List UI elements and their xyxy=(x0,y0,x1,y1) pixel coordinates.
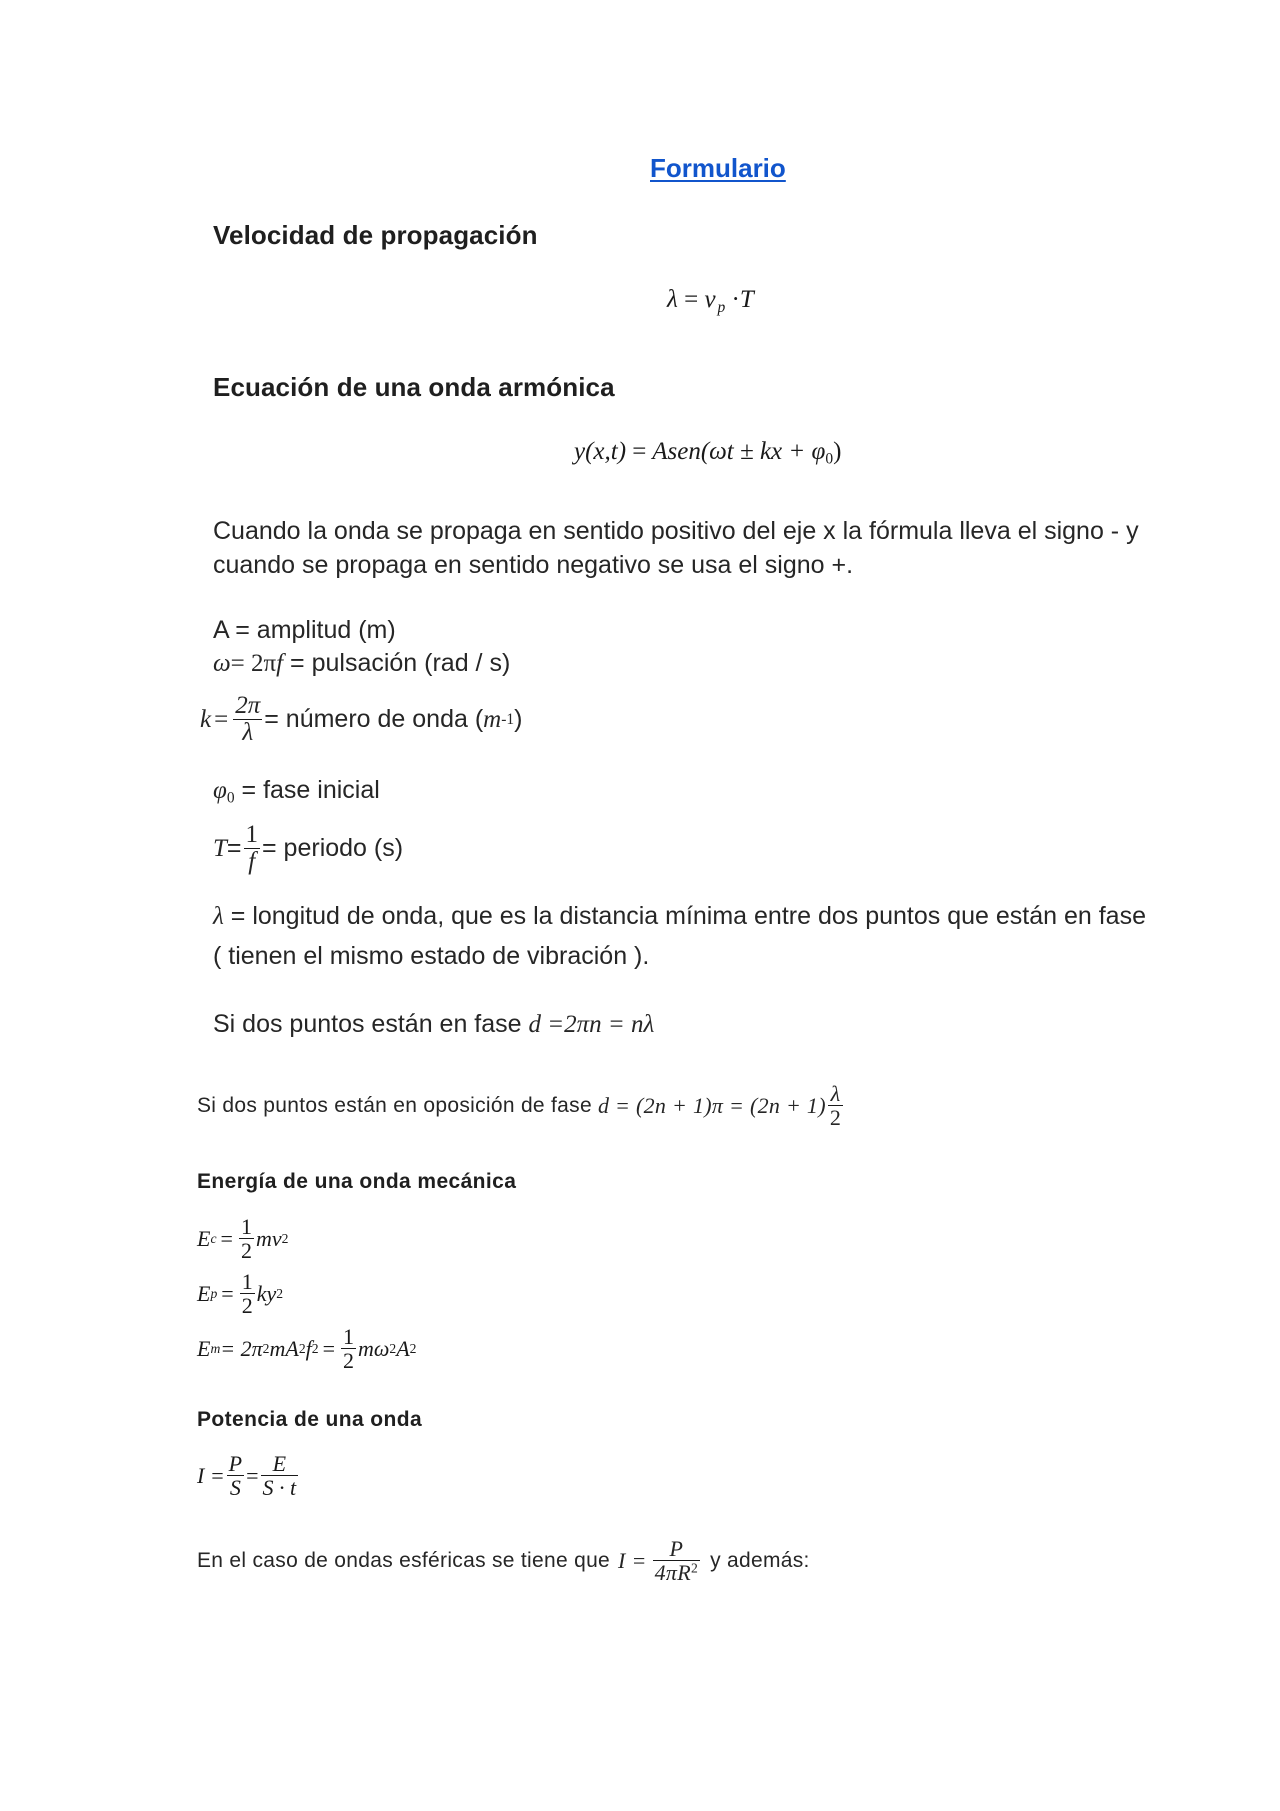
definition-text: = periodo (s) xyxy=(262,834,404,863)
formula-term: = xyxy=(220,1225,233,1251)
formula-term: mω xyxy=(357,1335,390,1361)
paragraph-line: cuando se propaga en sentido negativo se usa el signo +. xyxy=(213,551,854,579)
definition-lambda-cont: ( tienen el mismo estado de vibración ). xyxy=(213,942,650,970)
statement-text: Si dos puntos están en oposición de fase xyxy=(197,1093,592,1117)
fraction xyxy=(653,1537,701,1584)
formula-term: = xyxy=(246,1462,259,1488)
formula-superscript: 2 xyxy=(281,1230,289,1246)
formula-term: ω xyxy=(213,650,231,677)
fraction-denominator: 2 xyxy=(240,1238,252,1264)
formula-term: = xyxy=(322,1335,335,1361)
formula-term: mv xyxy=(255,1225,282,1251)
section-heading-energia: Energía de una onda mecánica xyxy=(197,1170,517,1193)
definition-text: ) xyxy=(514,705,523,734)
formula-mechanical-energy xyxy=(197,1325,416,1372)
definition-text: = número de onda ( xyxy=(264,705,484,734)
formula-superscript: 2 xyxy=(262,1340,270,1356)
formula-term: I = xyxy=(618,1547,647,1573)
formula-term: d = (2n + 1)π = (2n + 1) xyxy=(597,1092,826,1118)
formula-term: λ xyxy=(667,286,678,313)
formula-term: m xyxy=(483,705,502,733)
fraction-numerator: 1 xyxy=(240,1214,252,1239)
formula-superscript: 2 xyxy=(276,1285,284,1301)
formula-term: A xyxy=(396,1335,410,1361)
fraction xyxy=(227,1452,244,1499)
formula-superscript: 2 xyxy=(311,1340,319,1356)
fraction-denominator xyxy=(653,1561,701,1584)
definition-lambda xyxy=(213,902,1146,931)
formula-term: T xyxy=(739,286,754,313)
formula-subscript: m xyxy=(210,1340,221,1356)
formula-superscript: 2 xyxy=(409,1340,417,1356)
fraction-numerator: 1 xyxy=(241,1269,253,1294)
formula-term: = xyxy=(226,834,242,863)
statement-esfericas xyxy=(197,1537,810,1584)
page-title[interactable]: Formulario xyxy=(650,153,786,183)
fraction xyxy=(828,1082,843,1129)
formula-term: I = xyxy=(197,1462,225,1488)
formula-term: = 2π xyxy=(220,1335,263,1361)
fraction-denominator: 2 xyxy=(342,1348,354,1374)
formula-term: mA xyxy=(269,1335,299,1361)
formula-term: = 2π xyxy=(230,650,277,677)
formula-subscript: c xyxy=(210,1230,217,1246)
formula-term: λ xyxy=(213,903,224,930)
formula-term: = xyxy=(684,286,699,313)
fraction-numerator: P xyxy=(228,1451,243,1476)
fraction-denominator: S xyxy=(229,1475,241,1501)
formula-superscript: 2 xyxy=(298,1340,306,1356)
formula-term: f xyxy=(305,1335,312,1361)
formula-subscript: 0 xyxy=(226,789,235,807)
formula-term: k xyxy=(200,705,212,733)
formula-subscript: p xyxy=(717,298,726,316)
fraction-numerator: 1 xyxy=(342,1324,354,1349)
fraction-numerator: 2π xyxy=(235,692,261,719)
fraction-denominator: 2 xyxy=(241,1293,253,1319)
fraction-denominator: λ xyxy=(242,719,254,747)
definition-text: = pulsación (rad / s) xyxy=(283,649,511,677)
formula-term: 4πR xyxy=(654,1560,691,1586)
statement-text: En el caso de ondas esféricas se tiene que xyxy=(197,1548,611,1572)
fraction xyxy=(233,693,262,747)
fraction-denominator: 2 xyxy=(829,1105,842,1131)
definition-periodo xyxy=(213,822,403,876)
statement-oposicion xyxy=(197,1082,845,1129)
formula-wavelength xyxy=(667,286,754,317)
fraction-numerator: 1 xyxy=(245,821,259,848)
statement-fase xyxy=(213,1010,654,1039)
formula-term: = xyxy=(221,1280,234,1306)
section-heading-potencia: Potencia de una onda xyxy=(197,1408,423,1431)
section-heading-ecuacion: Ecuación de una onda armónica xyxy=(213,372,615,402)
definition-amplitud: A = amplitud (m) xyxy=(213,616,396,644)
fraction-denominator: S · t xyxy=(262,1475,297,1501)
formula-superscript: -1 xyxy=(501,710,515,728)
formula-term: = xyxy=(214,705,229,733)
definition-text: = longitud de onda, que es la distancia mínima entre dos puntos que están en fase xyxy=(223,902,1146,930)
formula-term: Asen(ωt ± kx + φ xyxy=(652,438,826,465)
statement-text: Si dos puntos están en fase xyxy=(213,1010,529,1038)
paragraph-line: Cuando la onda se propaga en sentido positivo del eje x la fórmula lleva el signo - y xyxy=(213,517,1139,545)
fraction-numerator: λ xyxy=(828,1082,843,1106)
formula-term: ) xyxy=(833,438,842,465)
formula-subscript: 0 xyxy=(825,450,834,468)
formula-term: d xyxy=(528,1011,541,1038)
formula-potential-energy xyxy=(197,1270,283,1317)
formula-term: T xyxy=(213,834,227,862)
formula-term: E xyxy=(197,1335,211,1361)
fraction xyxy=(244,822,261,876)
formula-term: φ xyxy=(213,777,227,804)
formula-term: y(x,t) xyxy=(574,438,627,465)
formula-superscript: 2 xyxy=(389,1340,397,1356)
formula-superscript: 2 xyxy=(690,1560,699,1576)
formula-kinetic-energy xyxy=(197,1215,288,1262)
formula-term: E xyxy=(197,1280,211,1306)
formula-term: ky xyxy=(256,1280,277,1306)
formula-term: · xyxy=(731,286,740,313)
formula-term: =2πn = nλ xyxy=(541,1011,655,1038)
fraction-denominator: f xyxy=(248,848,256,876)
formula-intensity xyxy=(197,1452,300,1499)
definition-k xyxy=(200,693,522,747)
formula-term: E xyxy=(197,1225,211,1251)
fraction-numerator: P xyxy=(653,1537,701,1561)
formula-term: = xyxy=(632,438,647,465)
formula-term: f xyxy=(276,650,284,677)
formula-harmonic-wave xyxy=(574,438,841,469)
formula-subscript: p xyxy=(210,1285,218,1301)
fraction xyxy=(341,1325,356,1372)
definition-phi xyxy=(213,776,380,808)
fraction xyxy=(261,1452,299,1499)
section-heading-velocidad: Velocidad de propagación xyxy=(213,220,538,250)
definition-omega xyxy=(213,649,510,678)
definition-text: = fase inicial xyxy=(234,776,380,804)
fraction-numerator: E xyxy=(261,1452,299,1476)
fraction xyxy=(240,1270,255,1317)
fraction xyxy=(239,1215,254,1262)
statement-text: y además: xyxy=(710,1548,810,1572)
formula-term: v xyxy=(704,286,716,313)
